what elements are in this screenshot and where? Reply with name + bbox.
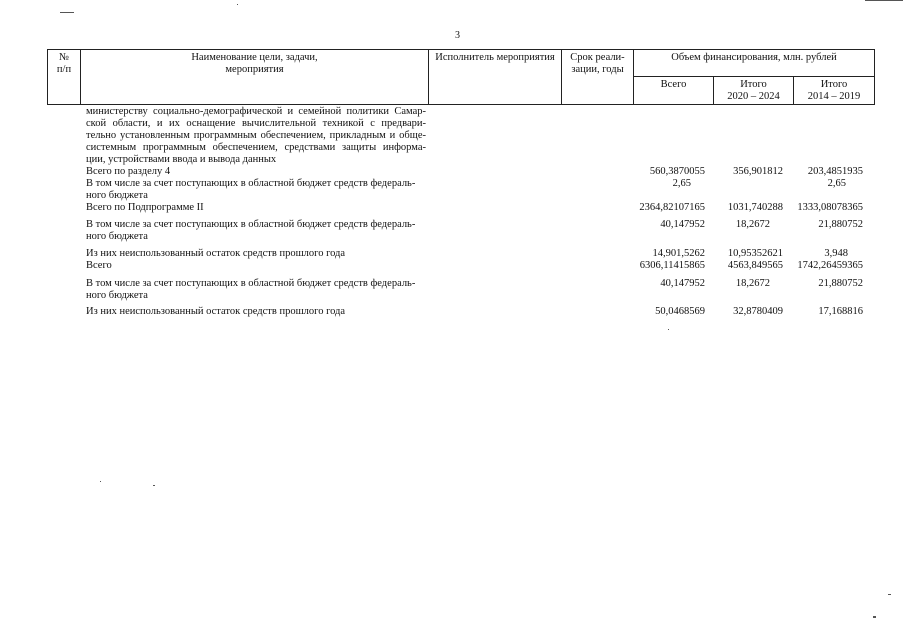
row-label: Всего [86,260,112,271]
scan-dot [153,485,155,486]
row-total: 50,0468569 [655,306,705,317]
row-label: В том числе за счет поступающих в областной бюджет средств федераль- ного бюджета [86,278,416,301]
page-number: 3 [455,30,460,41]
row-2014-2019: 1333,08078365 [797,202,863,213]
row-total: 40,147952 [660,278,705,289]
row-2020-2024: 1031,740288 [727,202,783,213]
continuation-line: ской области, и их оснащение вычислительной техникой с предвари- [86,118,426,129]
header-term: Срок реали- зации, годы [570,52,625,75]
continuation-line: тельно установленным программным обеспечением, прикладным и обще- [86,130,426,141]
row-2020-2024: 18,2672 [735,219,770,230]
scan-mark [888,594,891,595]
scan-dot [668,329,669,330]
row-label: Всего по разделу 4 [86,166,171,177]
row-2014-2019: 21,880752 [818,278,863,289]
row-2014-2019: 17,168816 [818,306,863,317]
continuation-text [86,106,426,166]
row-2020-2024: 4563,849565 [727,260,783,271]
row-total: 560,3870055 [649,166,705,177]
row-2014-2019: 21,880752 [818,219,863,230]
row-2020-2024: 18,2672 [735,278,770,289]
header-name: Наименование цели, задачи, мероприятия [191,52,318,75]
header-no: № п/п [56,52,72,75]
row-total: 2364,82107165 [639,202,705,213]
row-2020-2024: 10,95352621 [727,248,783,259]
header-total: Всего [660,79,687,90]
row-total: 2,65 [672,178,691,189]
scan-mark [873,616,876,618]
row-2014-2019: 1742,26459365 [797,260,863,271]
header-2020-2024: Итого 2020 – 2024 [727,79,780,102]
row-2014-2019: 2,65 [827,178,846,189]
row-label: Из них неиспользованный остаток средств прошлого года [86,248,346,259]
row-total: 40,147952 [660,219,705,230]
row-2020-2024: 32,8780409 [733,306,783,317]
continuation-line: министерству социально-демографической и семейной политики Самар- [86,106,426,117]
scan-dot [100,481,101,482]
row-label: В том числе за счет поступающих в областной бюджет средств федераль- ного бюджета [86,178,416,201]
header-2014-2019: Итого 2014 – 2019 [807,79,861,102]
row-label: Всего по Подпрограмме II [86,202,204,213]
row-2020-2024: 356,901812 [733,166,783,177]
continuation-line: системным программным обеспечением, средствами защиты информа- [86,142,426,153]
row-2014-2019: 203,4851935 [807,166,863,177]
row-total: 14,901,5262 [652,248,705,259]
row-label: Из них неиспользованный остаток средств прошлого года [86,306,346,317]
scan-mark [60,12,74,13]
scan-dot [237,4,238,5]
continuation-line: ции, устройствами ввода и вывода данных [86,154,277,165]
row-2014-2019: 3,948 [824,248,848,259]
header-financing: Объем финансирования, млн. рублей [671,52,837,63]
scan-mark [865,0,903,1]
header-executor: Исполнитель мероприятия [435,52,555,63]
row-label: В том числе за счет поступающих в областной бюджет средств федераль- ного бюджета [86,219,416,242]
row-total: 6306,11415865 [639,260,705,271]
